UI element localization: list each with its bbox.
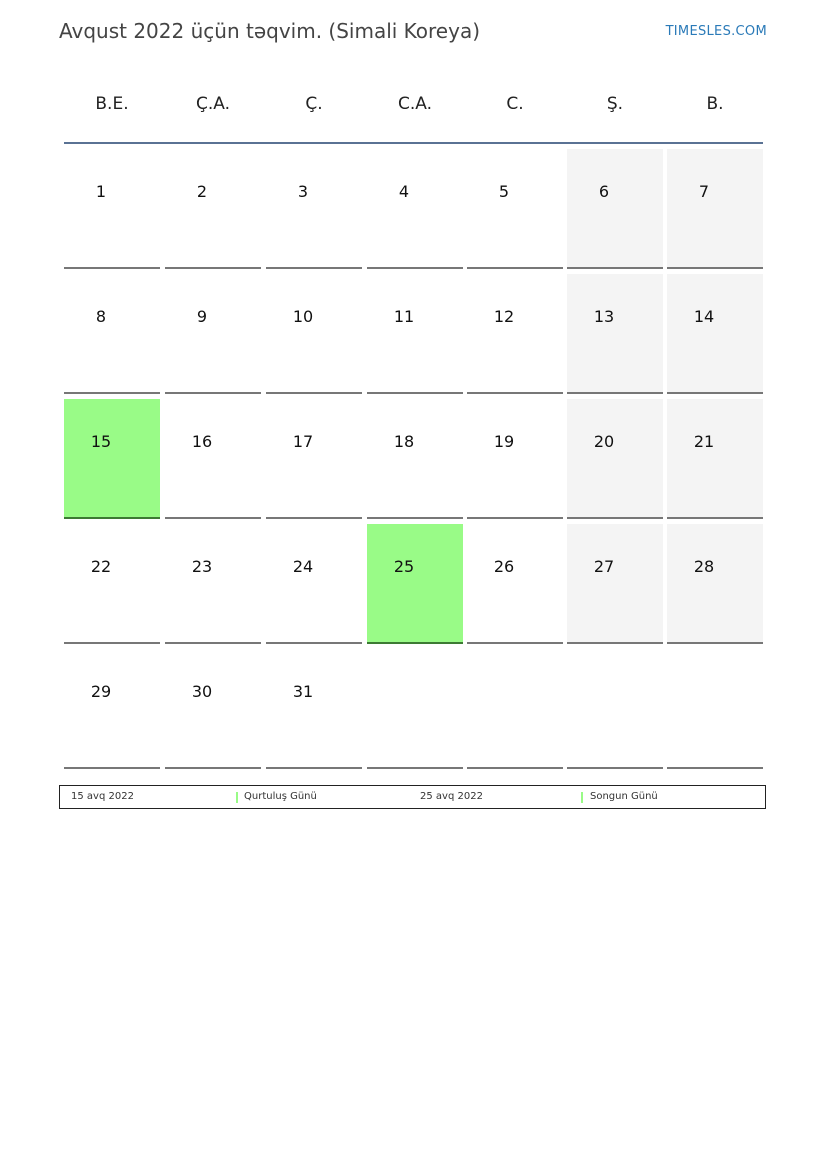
empty-day-cell [667,649,763,769]
day-cell[interactable] [467,399,563,519]
day-number: 5 [498,182,510,201]
day-cell[interactable] [467,524,563,644]
day-cell[interactable] [467,149,563,269]
holiday-color-marker [581,792,583,803]
day-cell[interactable] [266,149,362,269]
day-cell[interactable] [165,274,261,394]
legend-holiday-name: Songun Günü [590,791,658,802]
day-number: 25 [393,557,415,576]
day-cell[interactable] [367,399,463,519]
day-cell[interactable] [64,274,160,394]
day-number: 29 [90,682,112,701]
empty-day-cell [567,649,663,769]
day-number: 27 [593,557,615,576]
day-number: 19 [493,432,515,451]
day-number: 16 [191,432,213,451]
day-cell[interactable] [367,524,463,644]
day-number: 1 [95,182,107,201]
day-cell[interactable] [64,649,160,769]
day-number: 28 [693,557,715,576]
day-cell[interactable] [165,524,261,644]
day-cell[interactable] [64,524,160,644]
day-number: 2 [196,182,208,201]
day-cell[interactable] [165,399,261,519]
weekday-label: C. [506,94,524,114]
day-cell[interactable] [64,149,160,269]
day-cell[interactable] [467,274,563,394]
empty-day-cell [367,649,463,769]
legend-holiday-name: Qurtuluş Günü [244,791,317,802]
weekday-header [64,82,763,144]
day-number: 23 [191,557,213,576]
day-number: 15 [90,432,112,451]
legend-date: 25 avq 2022 [420,791,483,802]
day-cell[interactable] [667,524,763,644]
holiday-color-marker [236,792,238,803]
day-number: 24 [292,557,314,576]
brand-link[interactable]: TIMESLES.COM [665,24,767,39]
weekday-label: C.A. [397,94,432,114]
weekday-label: Ş. [606,94,624,114]
day-number: 20 [593,432,615,451]
day-cell[interactable] [165,149,261,269]
day-cell[interactable] [667,149,763,269]
day-number: 31 [292,682,314,701]
holiday-legend [59,785,766,809]
day-number: 3 [297,182,309,201]
day-cell[interactable] [667,274,763,394]
day-cell[interactable] [266,274,362,394]
day-number: 11 [393,307,415,326]
day-number: 9 [196,307,208,326]
day-cell[interactable] [266,524,362,644]
day-cell[interactable] [567,524,663,644]
day-number: 13 [593,307,615,326]
day-number: 12 [493,307,515,326]
day-number: 17 [292,432,314,451]
day-number: 7 [698,182,710,201]
day-cell[interactable] [165,649,261,769]
day-cell[interactable] [266,649,362,769]
day-cell[interactable] [367,274,463,394]
weekday-label: Ç. [305,94,323,114]
day-number: 30 [191,682,213,701]
day-number: 10 [292,307,314,326]
day-cell[interactable] [567,399,663,519]
day-number: 6 [598,182,610,201]
day-number: 18 [393,432,415,451]
day-number: 8 [95,307,107,326]
day-cell[interactable] [64,399,160,519]
day-number: 21 [693,432,715,451]
day-cell[interactable] [567,274,663,394]
weekday-label: B.E. [95,94,129,114]
day-cell[interactable] [266,399,362,519]
day-number: 22 [90,557,112,576]
calendar-grid [64,149,763,774]
weekday-label: B. [706,94,724,114]
weekday-label: Ç.A. [195,94,230,114]
day-number: 26 [493,557,515,576]
page-title: Avqust 2022 üçün təqvim. (Simali Koreya) [59,19,481,43]
day-cell[interactable] [567,149,663,269]
day-number: 14 [693,307,715,326]
empty-day-cell [467,649,563,769]
day-cell[interactable] [667,399,763,519]
day-cell[interactable] [367,149,463,269]
day-number: 4 [398,182,410,201]
legend-date: 15 avq 2022 [71,791,134,802]
